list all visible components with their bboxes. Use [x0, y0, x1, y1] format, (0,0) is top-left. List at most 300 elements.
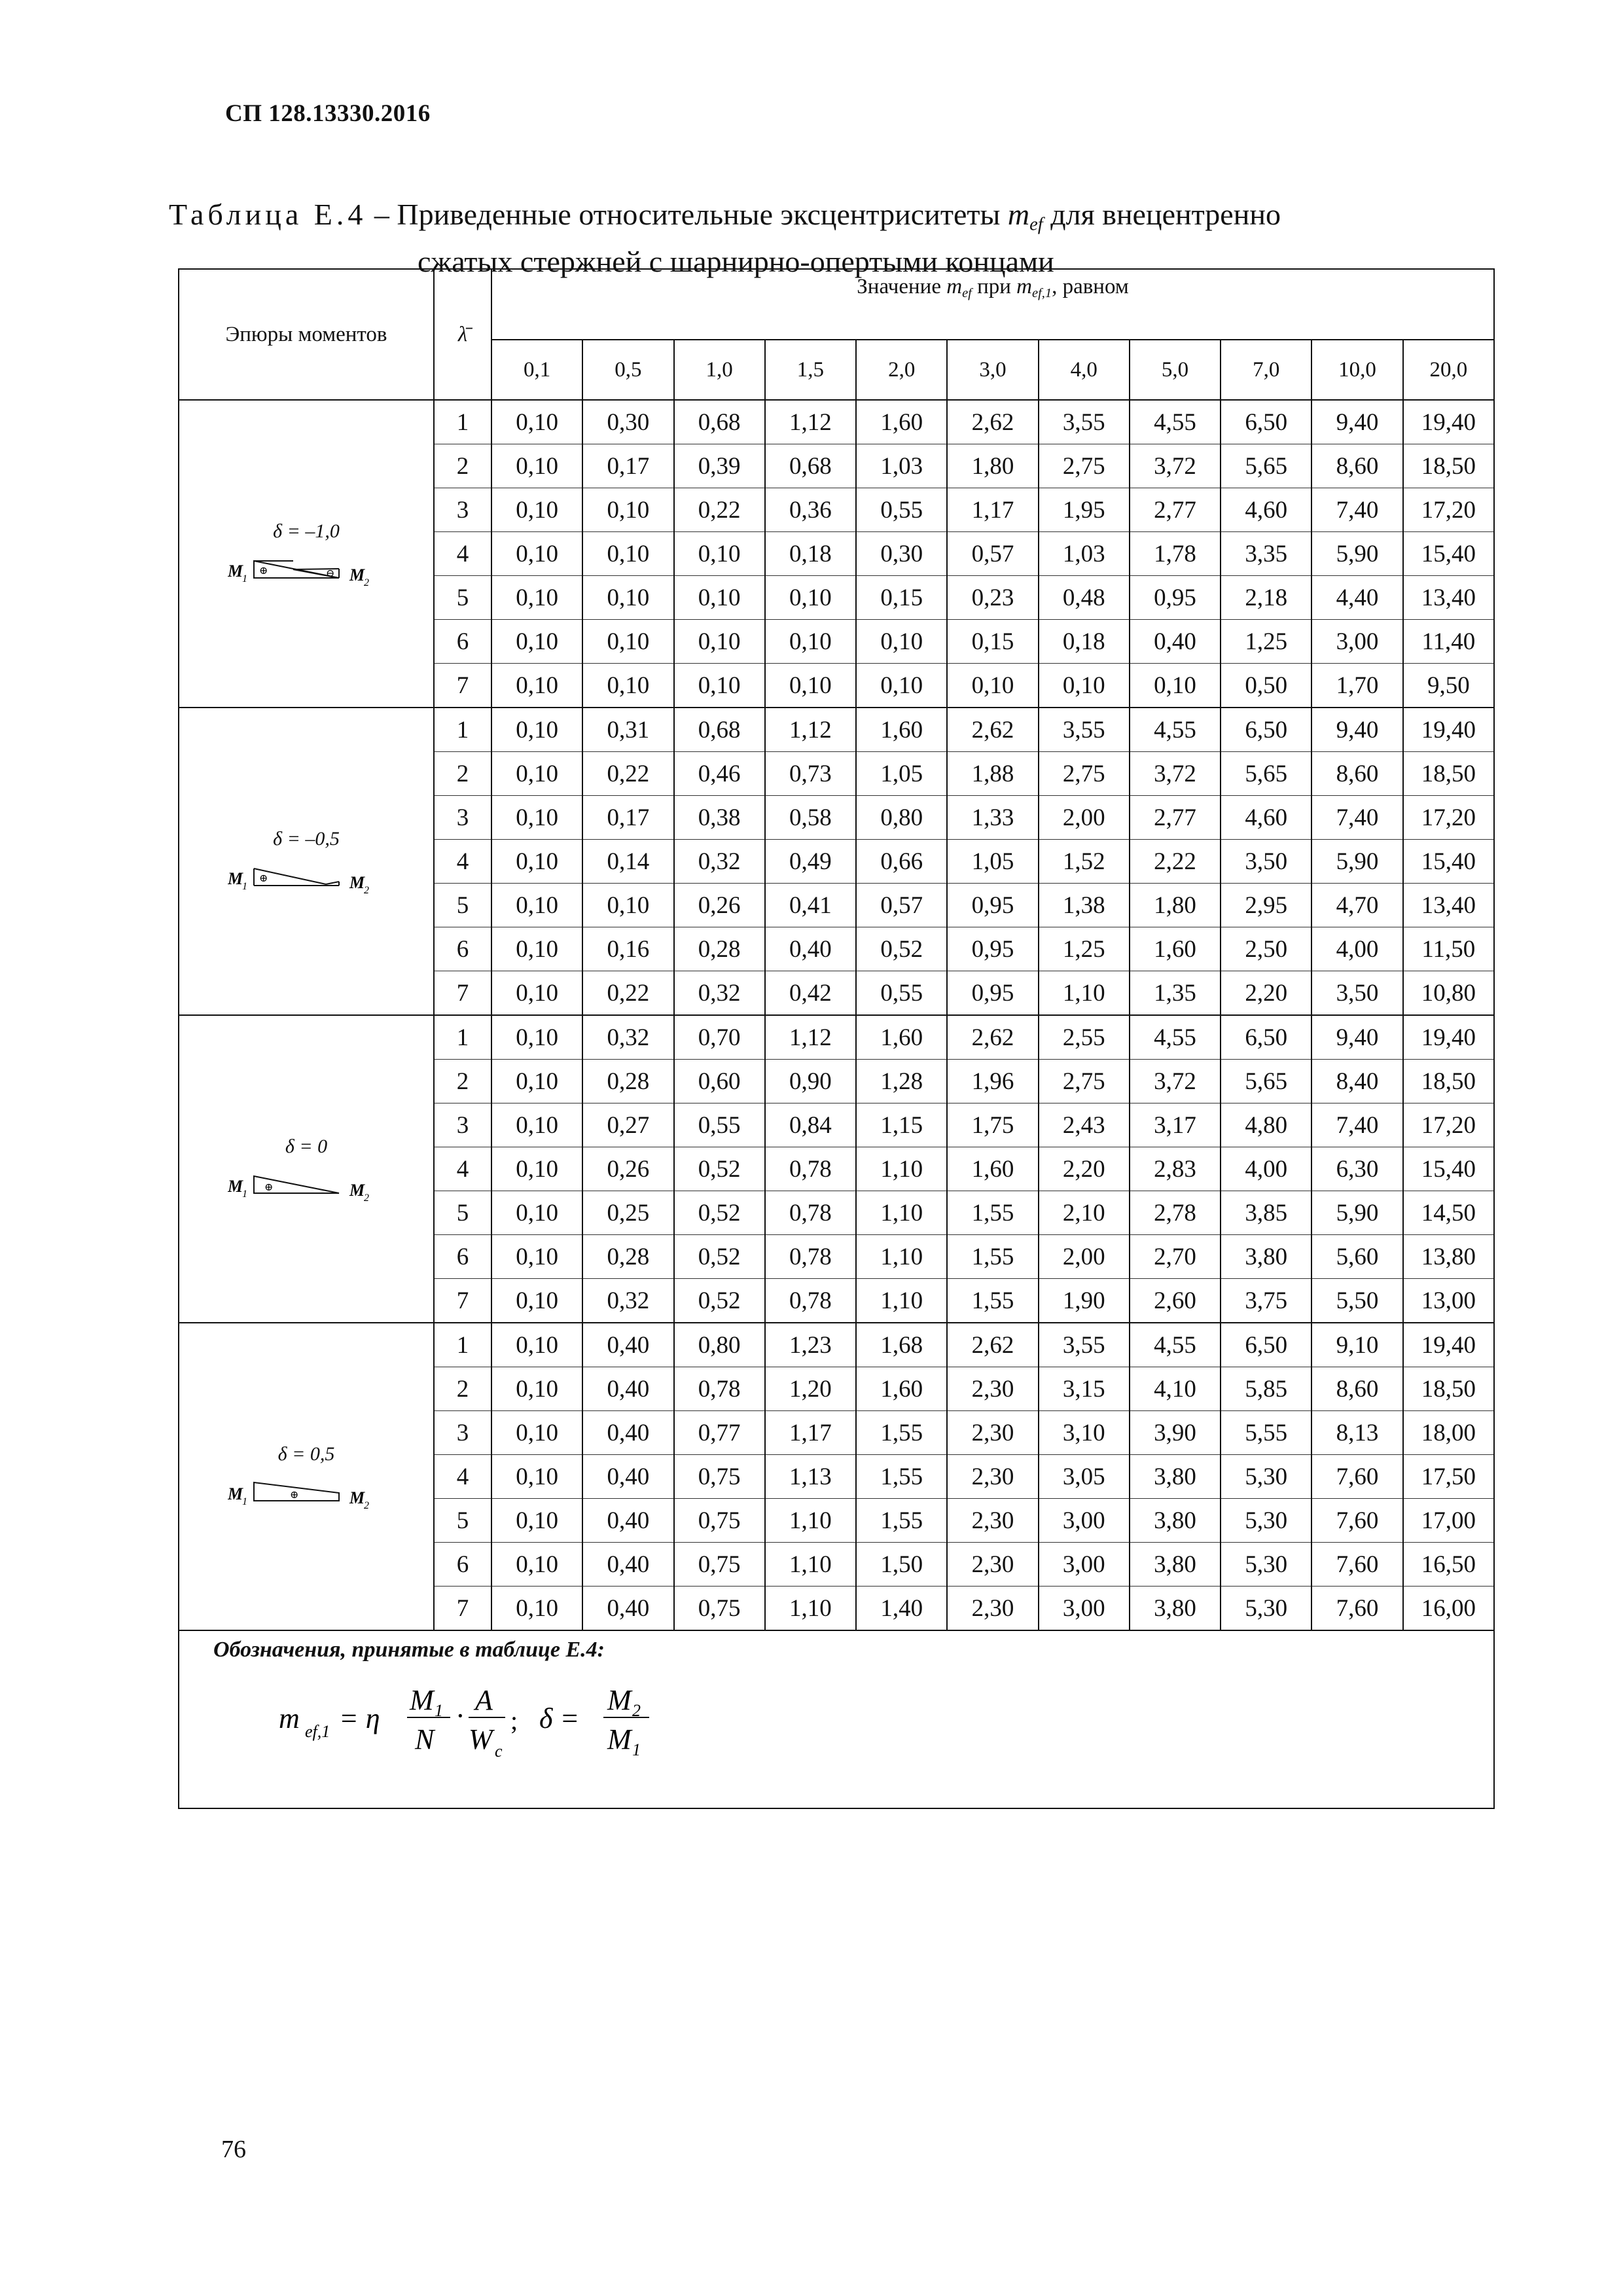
value-cell: 1,10 — [765, 1587, 856, 1631]
value-cell: 0,40 — [582, 1543, 673, 1587]
diagram-m1-sub: 1 — [242, 1189, 247, 1200]
value-cell: 0,95 — [947, 884, 1038, 927]
lambda-cell: 1 — [434, 708, 491, 752]
value-cell: 0,10 — [491, 576, 582, 620]
table-body — [179, 400, 1494, 1630]
lambda-cell: 4 — [434, 1455, 491, 1499]
value-cell: 0,10 — [765, 664, 856, 708]
value-cell: 2,77 — [1130, 796, 1221, 840]
value-cell: 3,80 — [1130, 1587, 1221, 1631]
value-cell: 19,40 — [1403, 400, 1494, 444]
value-cell: 0,73 — [765, 752, 856, 796]
value-cell: 0,40 — [582, 1587, 673, 1631]
value-cell: 0,39 — [674, 444, 765, 488]
value-cell: 1,55 — [856, 1455, 947, 1499]
value-cell: 6,50 — [1221, 1015, 1311, 1060]
value-cell: 1,55 — [947, 1191, 1038, 1235]
value-cell: 5,90 — [1311, 840, 1402, 884]
value-cell: 0,10 — [491, 1235, 582, 1279]
diagram-m2-sub: 2 — [364, 577, 369, 587]
value-cell: 5,30 — [1221, 1499, 1311, 1543]
value-cell: 0,10 — [491, 971, 582, 1016]
value-cell: 1,05 — [856, 752, 947, 796]
value-cell: 6,50 — [1221, 1323, 1311, 1367]
value-cell: 0,10 — [582, 576, 673, 620]
value-cell: 6,30 — [1311, 1147, 1402, 1191]
value-cell: 0,70 — [674, 1015, 765, 1060]
value-cell: 0,10 — [491, 752, 582, 796]
notes-title: Обозначения, принятые в таблице Е.4: — [213, 1638, 605, 1662]
value-cell: 1,10 — [765, 1499, 856, 1543]
value-cell: 0,46 — [674, 752, 765, 796]
value-cell: 0,22 — [582, 971, 673, 1016]
lambda-cell: 6 — [434, 1543, 491, 1587]
value-cell: 4,60 — [1221, 488, 1311, 532]
value-cell: 1,96 — [947, 1060, 1038, 1103]
value-cell: 0,14 — [582, 840, 673, 884]
page-number: 76 — [221, 2136, 246, 2163]
m-value-header: 7,0 — [1221, 340, 1311, 400]
value-cell: 0,80 — [674, 1323, 765, 1367]
value-cell: 0,10 — [582, 532, 673, 576]
svg-text:⊕: ⊕ — [259, 873, 268, 884]
value-cell: 18,50 — [1403, 752, 1494, 796]
value-cell: 0,26 — [582, 1147, 673, 1191]
value-cell: 0,23 — [947, 576, 1038, 620]
value-cell: 1,78 — [1130, 532, 1221, 576]
document-code: СП 128.13330.2016 — [225, 100, 431, 127]
value-cell: 8,13 — [1311, 1411, 1402, 1455]
value-cell: 1,70 — [1311, 664, 1402, 708]
lambda-cell: 4 — [434, 1147, 491, 1191]
value-cell: 1,10 — [856, 1191, 947, 1235]
value-cell: 13,80 — [1403, 1235, 1494, 1279]
value-cell: 1,90 — [1039, 1279, 1130, 1323]
value-cell: 0,10 — [491, 927, 582, 971]
value-cell: 1,25 — [1039, 927, 1130, 971]
lambda-cell: 7 — [434, 664, 491, 708]
value-cell: 1,75 — [947, 1103, 1038, 1147]
value-cell: 1,10 — [856, 1235, 947, 1279]
value-cell: 2,62 — [947, 1323, 1038, 1367]
lambda-cell: 6 — [434, 927, 491, 971]
diagram-m2: M — [349, 1488, 365, 1507]
value-cell: 15,40 — [1403, 532, 1494, 576]
value-cell: 13,40 — [1403, 576, 1494, 620]
m-value-header: 5,0 — [1130, 340, 1221, 400]
value-cell: 3,15 — [1039, 1367, 1130, 1411]
value-cell: 0,22 — [674, 488, 765, 532]
m-value-header: 20,0 — [1403, 340, 1494, 400]
value-cell: 17,00 — [1403, 1499, 1494, 1543]
value-cell: 1,55 — [856, 1411, 947, 1455]
value-cell: 0,16 — [582, 927, 673, 971]
value-cell: 0,68 — [674, 708, 765, 752]
value-cell: 0,10 — [947, 664, 1038, 708]
value-cell: 1,60 — [947, 1147, 1038, 1191]
moment-diagram-icon — [228, 554, 385, 587]
value-cell: 1,25 — [1221, 620, 1311, 664]
value-cell: 0,32 — [674, 971, 765, 1016]
diagram-m2-sub: 2 — [364, 1193, 369, 1202]
value-cell: 1,10 — [765, 1543, 856, 1587]
value-cell: 0,78 — [765, 1279, 856, 1323]
lambda-cell: 4 — [434, 532, 491, 576]
value-cell: 5,85 — [1221, 1367, 1311, 1411]
lambda-cell: 2 — [434, 444, 491, 488]
value-cell: 2,30 — [947, 1499, 1038, 1543]
diagram-m1-sub: 1 — [242, 881, 247, 892]
value-cell: 0,30 — [582, 400, 673, 444]
value-cell: 0,26 — [674, 884, 765, 927]
lambda-cell: 2 — [434, 752, 491, 796]
value-cell: 0,10 — [674, 620, 765, 664]
value-cell: 0,10 — [491, 1411, 582, 1455]
value-cell: 4,40 — [1311, 576, 1402, 620]
value-cell: 1,60 — [856, 708, 947, 752]
value-cell: 0,52 — [674, 1279, 765, 1323]
value-cell: 1,80 — [947, 444, 1038, 488]
value-cell: 4,00 — [1221, 1147, 1311, 1191]
value-cell: 2,30 — [947, 1455, 1038, 1499]
value-cell: 1,55 — [947, 1235, 1038, 1279]
lambda-cell: 4 — [434, 840, 491, 884]
value-cell: 3,80 — [1130, 1499, 1221, 1543]
diagram-m1: M — [228, 1177, 243, 1196]
value-cell: 19,40 — [1403, 1323, 1494, 1367]
moment-diagram-cell — [179, 1323, 434, 1630]
value-cell: 4,55 — [1130, 400, 1221, 444]
value-cell: 1,55 — [947, 1279, 1038, 1323]
moment-diagram-cell — [179, 1015, 434, 1323]
delta-label: δ = 0,5 — [277, 1443, 335, 1465]
value-cell: 7,60 — [1311, 1499, 1402, 1543]
moment-diagram-cell — [179, 708, 434, 1015]
formula-num3-sub: 2 — [632, 1701, 641, 1720]
value-cell: 15,40 — [1403, 840, 1494, 884]
value-cell: 0,78 — [674, 1367, 765, 1411]
value-cell: 4,55 — [1130, 708, 1221, 752]
value-cell: 2,78 — [1130, 1191, 1221, 1235]
value-cell: 0,10 — [856, 664, 947, 708]
value-cell: 9,50 — [1403, 664, 1494, 708]
value-cell: 0,52 — [674, 1235, 765, 1279]
caption-text-a: – Приведенные относительные эксцентриситеты — [366, 198, 1008, 231]
value-cell: 0,84 — [765, 1103, 856, 1147]
value-cell: 2,83 — [1130, 1147, 1221, 1191]
value-cell: 3,10 — [1039, 1411, 1130, 1455]
value-cell: 4,70 — [1311, 884, 1402, 927]
value-cell: 1,03 — [856, 444, 947, 488]
value-cell: 2,60 — [1130, 1279, 1221, 1323]
value-cell: 0,68 — [765, 444, 856, 488]
value-cell: 0,15 — [947, 620, 1038, 664]
value-cell: 0,10 — [856, 620, 947, 664]
value-cell: 1,50 — [856, 1543, 947, 1587]
value-cell: 2,62 — [947, 1015, 1038, 1060]
value-cell: 0,49 — [765, 840, 856, 884]
value-cell: 1,10 — [856, 1279, 947, 1323]
formula-den3: M — [607, 1723, 632, 1755]
value-cell: 1,95 — [1039, 488, 1130, 532]
table-row — [179, 1323, 1494, 1367]
formula-num3: M — [607, 1684, 632, 1716]
value-cell: 0,32 — [582, 1279, 673, 1323]
value-cell: 1,12 — [765, 400, 856, 444]
lambda-cell: 5 — [434, 1499, 491, 1543]
m-value-header: 10,0 — [1311, 340, 1402, 400]
lambda-cell: 1 — [434, 1323, 491, 1367]
value-cell: 9,40 — [1311, 1015, 1402, 1060]
value-cell: 0,10 — [491, 1543, 582, 1587]
value-cell: 0,40 — [765, 927, 856, 971]
value-cell: 5,50 — [1311, 1279, 1402, 1323]
table-row — [179, 708, 1494, 752]
value-cell: 17,50 — [1403, 1455, 1494, 1499]
value-cell: 1,17 — [765, 1411, 856, 1455]
value-cell: 18,50 — [1403, 1060, 1494, 1103]
notes-row — [179, 1630, 1494, 1808]
formula-den3-sub: 1 — [632, 1740, 641, 1759]
value-cell: 0,78 — [765, 1191, 856, 1235]
value-cell: 4,55 — [1130, 1323, 1221, 1367]
moment-diagram-icon — [228, 862, 385, 895]
value-cell: 2,95 — [1221, 884, 1311, 927]
value-cell: 0,10 — [674, 576, 765, 620]
value-cell: 0,10 — [491, 1499, 582, 1543]
caption-text-b: для внецентренно — [1043, 198, 1281, 231]
value-cell: 0,10 — [491, 1455, 582, 1499]
header-lambda: λ̄ — [434, 269, 491, 400]
value-cell: 0,36 — [765, 488, 856, 532]
value-cell: 1,88 — [947, 752, 1038, 796]
value-cell: 2,30 — [947, 1367, 1038, 1411]
value-cell: 0,25 — [582, 1191, 673, 1235]
caption-symbol: m — [1007, 198, 1030, 231]
value-cell: 2,70 — [1130, 1235, 1221, 1279]
header-values-sym: m — [946, 275, 963, 298]
lambda-cell: 6 — [434, 620, 491, 664]
value-cell: 0,10 — [765, 620, 856, 664]
lambda-cell: 2 — [434, 1367, 491, 1411]
formula-num1: M — [410, 1684, 434, 1716]
value-cell: 2,77 — [1130, 488, 1221, 532]
lambda-cell: 5 — [434, 1191, 491, 1235]
value-cell: 9,40 — [1311, 708, 1402, 752]
value-cell: 4,55 — [1130, 1015, 1221, 1060]
table-row — [179, 400, 1494, 444]
value-cell: 0,22 — [582, 752, 673, 796]
value-cell: 0,10 — [582, 620, 673, 664]
value-cell: 1,10 — [856, 1147, 947, 1191]
lambda-cell: 6 — [434, 1235, 491, 1279]
value-cell: 1,60 — [856, 1367, 947, 1411]
value-cell: 0,42 — [765, 971, 856, 1016]
lambda-cell: 3 — [434, 488, 491, 532]
value-cell: 0,31 — [582, 708, 673, 752]
value-cell: 0,90 — [765, 1060, 856, 1103]
value-cell: 1,12 — [765, 1015, 856, 1060]
moment-diagram-icon — [228, 1170, 385, 1202]
value-cell: 0,32 — [674, 840, 765, 884]
value-cell: 5,90 — [1311, 532, 1402, 576]
value-cell: 0,40 — [582, 1323, 673, 1367]
table-caption — [169, 196, 1517, 280]
lambda-cell: 3 — [434, 1103, 491, 1147]
value-cell: 3,00 — [1039, 1499, 1130, 1543]
lambda-cell: 3 — [434, 796, 491, 840]
notes-cell — [179, 1630, 1494, 1808]
value-cell: 2,18 — [1221, 576, 1311, 620]
value-cell: 0,28 — [582, 1235, 673, 1279]
header-diagrams: Эпюры моментов — [179, 269, 434, 400]
diagram-m1: M — [228, 1484, 243, 1503]
formula-den2: W — [469, 1723, 493, 1755]
value-cell: 17,20 — [1403, 488, 1494, 532]
formula-num2: A — [475, 1684, 493, 1716]
value-cell: 1,05 — [947, 840, 1038, 884]
value-cell: 1,60 — [856, 400, 947, 444]
m-value-header: 1,0 — [674, 340, 765, 400]
value-cell: 3,50 — [1221, 840, 1311, 884]
value-cell: 11,50 — [1403, 927, 1494, 971]
value-cell: 2,30 — [947, 1587, 1038, 1631]
value-cell: 0,28 — [582, 1060, 673, 1103]
caption-line2: сжатых стержней с шарнирно-опертыми концами — [418, 244, 1054, 278]
value-cell: 0,10 — [491, 1060, 582, 1103]
value-cell: 7,40 — [1311, 488, 1402, 532]
value-cell: 18,50 — [1403, 1367, 1494, 1411]
formula-lhs: m — [279, 1702, 300, 1734]
value-cell: 0,15 — [856, 576, 947, 620]
delta-label: δ = –0,5 — [273, 828, 340, 850]
value-cell: 0,95 — [947, 927, 1038, 971]
lambda-cell: 5 — [434, 884, 491, 927]
value-cell: 0,57 — [947, 532, 1038, 576]
value-cell: 3,55 — [1039, 1323, 1130, 1367]
diagram-m1: M — [228, 869, 243, 888]
value-cell: 0,10 — [491, 796, 582, 840]
value-cell: 18,50 — [1403, 444, 1494, 488]
value-cell: 3,72 — [1130, 752, 1221, 796]
value-cell: 0,75 — [674, 1543, 765, 1587]
value-cell: 4,80 — [1221, 1103, 1311, 1147]
value-cell: 0,10 — [491, 884, 582, 927]
value-cell: 3,72 — [1130, 444, 1221, 488]
value-cell: 0,50 — [1221, 664, 1311, 708]
diagram-m2-sub: 2 — [364, 885, 369, 895]
value-cell: 0,10 — [491, 488, 582, 532]
value-cell: 0,52 — [674, 1191, 765, 1235]
value-cell: 1,20 — [765, 1367, 856, 1411]
value-cell: 1,40 — [856, 1587, 947, 1631]
m-value-header: 1,5 — [765, 340, 856, 400]
value-cell: 0,10 — [491, 1015, 582, 1060]
value-cell: 1,33 — [947, 796, 1038, 840]
value-cell: 19,40 — [1403, 1015, 1494, 1060]
value-cell: 2,22 — [1130, 840, 1221, 884]
value-cell: 0,52 — [856, 927, 947, 971]
value-cell: 0,10 — [582, 884, 673, 927]
value-cell: 1,28 — [856, 1060, 947, 1103]
value-cell: 3,00 — [1039, 1543, 1130, 1587]
value-cell: 0,40 — [582, 1411, 673, 1455]
lambda-cell: 3 — [434, 1411, 491, 1455]
value-cell: 1,55 — [856, 1499, 947, 1543]
value-cell: 3,35 — [1221, 532, 1311, 576]
value-cell: 5,30 — [1221, 1587, 1311, 1631]
value-cell: 1,15 — [856, 1103, 947, 1147]
value-cell: 3,80 — [1221, 1235, 1311, 1279]
value-cell: 2,75 — [1039, 1060, 1130, 1103]
value-cell: 0,40 — [582, 1367, 673, 1411]
value-cell: 8,60 — [1311, 444, 1402, 488]
formula-num1-sub: 1 — [435, 1701, 443, 1720]
value-cell: 7,60 — [1311, 1587, 1402, 1631]
m-value-header: 2,0 — [856, 340, 947, 400]
value-cell: 5,90 — [1311, 1191, 1402, 1235]
diagram-m2: M — [349, 1181, 365, 1200]
value-cell: 19,40 — [1403, 708, 1494, 752]
value-cell: 0,27 — [582, 1103, 673, 1147]
value-cell: 0,28 — [674, 927, 765, 971]
value-cell: 0,32 — [582, 1015, 673, 1060]
formula-den2-sub: c — [495, 1742, 503, 1761]
value-cell: 5,30 — [1221, 1543, 1311, 1587]
value-cell: 2,30 — [947, 1543, 1038, 1587]
value-cell: 2,43 — [1039, 1103, 1130, 1147]
value-cell: 3,80 — [1130, 1455, 1221, 1499]
value-cell: 2,20 — [1039, 1147, 1130, 1191]
value-cell: 2,75 — [1039, 444, 1130, 488]
value-cell: 0,41 — [765, 884, 856, 927]
value-cell: 0,10 — [491, 840, 582, 884]
value-cell: 3,05 — [1039, 1455, 1130, 1499]
value-cell: 3,85 — [1221, 1191, 1311, 1235]
value-cell: 0,17 — [582, 444, 673, 488]
value-cell: 0,55 — [856, 971, 947, 1016]
value-cell: 8,60 — [1311, 752, 1402, 796]
lambda-cell: 7 — [434, 1279, 491, 1323]
value-cell: 4,60 — [1221, 796, 1311, 840]
diagram-m1: M — [228, 562, 243, 581]
value-cell: 1,17 — [947, 488, 1038, 532]
value-cell: 1,68 — [856, 1323, 947, 1367]
value-cell: 1,38 — [1039, 884, 1130, 927]
value-cell: 0,78 — [765, 1147, 856, 1191]
diagram-m1-sub: 1 — [242, 573, 247, 584]
value-cell: 0,10 — [491, 1279, 582, 1323]
value-cell: 7,60 — [1311, 1543, 1402, 1587]
value-cell: 16,00 — [1403, 1587, 1494, 1631]
caption-prefix: Таблица Е.4 — [169, 198, 367, 231]
value-cell: 0,75 — [674, 1455, 765, 1499]
table-row — [179, 1015, 1494, 1060]
value-cell: 0,78 — [765, 1235, 856, 1279]
value-cell: 4,00 — [1311, 927, 1402, 971]
formula-den1: N — [415, 1723, 435, 1755]
svg-text:⊕: ⊕ — [259, 565, 268, 577]
value-cell: 0,10 — [1130, 664, 1221, 708]
value-cell: 2,00 — [1039, 1235, 1130, 1279]
value-cell: 2,62 — [947, 400, 1038, 444]
value-cell: 2,55 — [1039, 1015, 1130, 1060]
value-cell: 0,66 — [856, 840, 947, 884]
formula-dot: · — [455, 1700, 465, 1732]
value-cell: 7,60 — [1311, 1455, 1402, 1499]
value-cell: 1,60 — [856, 1015, 947, 1060]
value-cell: 8,60 — [1311, 1367, 1402, 1411]
